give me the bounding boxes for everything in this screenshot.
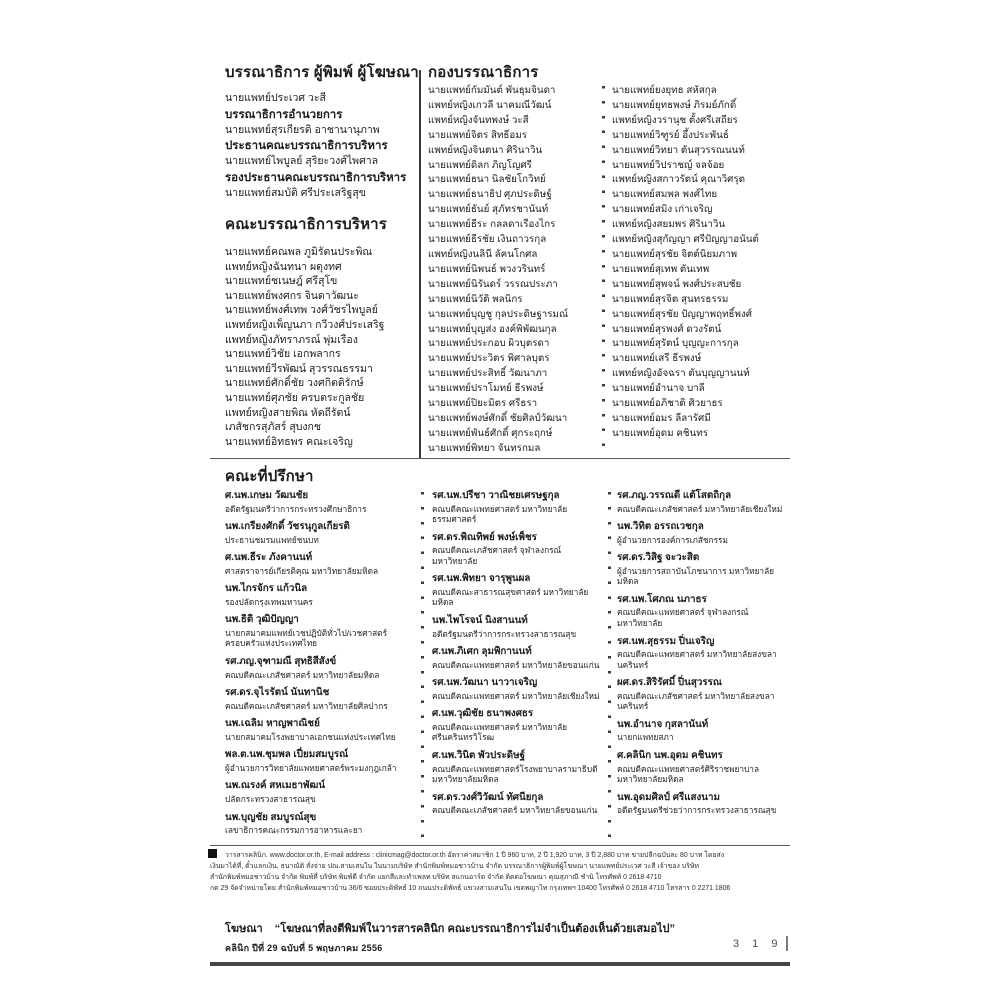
advisor-name: รศ.ภญ.วรรณดี แต้โสตถิกุล	[617, 490, 732, 501]
person-name-line: นายแพทย์สุรชัย จิตต์นิยมภาพ	[612, 248, 738, 260]
person-name-line: แพทย์หญิงสายพิณ หัตถีรัตน์	[225, 406, 351, 419]
person-name-line: นายแพทย์ธีรชัย เงินถาวรกุล	[428, 234, 547, 246]
masthead-person-name: นายแพทย์ประเวศ วะสี	[225, 92, 326, 104]
advisor-affiliation: อดีตรัฐมนตรีว่าการกระทรวงสาธารณสุข	[432, 628, 577, 639]
advisor-name: รศ.ดร.พิณทิพย์ พงษ์เพ็ชร	[432, 531, 537, 543]
advisor-entry	[432, 792, 600, 816]
advisor-entry	[432, 532, 600, 567]
person-name-line: นายแพทย์จิตร สิทธีอมร	[428, 129, 528, 141]
advisor-affiliation: คณบดีคณะแพทยศาสตร์ มหาวิทยาลัยขอนแก่น	[432, 659, 600, 670]
footer-thick-rule	[210, 962, 790, 966]
person-name-line: นายแพทย์วิฑูรย์ อึ้งประพันธ์	[612, 129, 729, 141]
advisor-name: นพ.ไกรจักร แก้วนิล	[225, 583, 308, 595]
advisor-entry	[432, 490, 600, 525]
advisor-entry	[432, 615, 600, 639]
advisor-entry	[617, 594, 789, 629]
advisor-entry	[225, 749, 413, 773]
advisor-affiliation: ศาสตราจารย์เกียรติคุณ มหาวิทยาลัยมหิดล	[225, 565, 379, 576]
advisor-name: นพ.ณรงค์ สหเมธาพัฒน์	[225, 780, 326, 792]
advisor-affiliation: คณบดีคณะเภสัชศาสตร์ มหาวิทยาลัยมหิดล	[225, 669, 380, 680]
person-name-line: นายแพทย์พิทยา จันทรกมล	[428, 442, 541, 454]
advisor-affiliation: คณบดีคณะสาธารณสุขศาสตร์ มหาวิทยาลัยมหิดล	[432, 586, 589, 608]
advisor-entry	[225, 521, 413, 545]
person-name-line: นายแพทย์อมร ลีลารัศมี	[612, 412, 711, 424]
advisor-affiliation: ประธานชมรมแพทย์ชนบท	[225, 534, 319, 545]
person-name-line: แพทย์หญิงจินตนา ศิรินาวิน	[428, 144, 543, 156]
person-name-line: แพทย์หญิงเพ็ญนภา กวีวงศ์ประเสริฐ	[225, 318, 385, 331]
person-name-line: นายแพทย์สมิง เก่าเจริญ	[612, 204, 713, 216]
masthead-entries	[225, 91, 420, 201]
person-name-line: แพทย์หญิงภัทราภรณ์ พุ่มเรือง	[225, 333, 358, 346]
person-name-line: นายแพทย์บุญส่ง องค์พิพัฒนกุล	[428, 323, 557, 335]
advisor-name: รศ.นพ.ปรีชา วาณิชยเศรษฐกุล	[432, 490, 560, 501]
advisor-name: รศ.นพ.โศภณ นภาธร	[617, 593, 707, 605]
exec-board-title: คณะบรรณาธิการบริหาร	[225, 216, 388, 233]
advisor-entry	[225, 656, 413, 680]
advisor-affiliation: คณบดีคณะเภสัชศาสตร์ มหาวิทยาลัยเชียงใหม่	[617, 503, 783, 514]
advisor-name: พล.ต.นพ.ชุมพล เปี่ยมสมบูรณ์	[225, 749, 349, 761]
person-name-line: นายแพทย์สุเทพ ตันเทพ	[612, 263, 710, 275]
person-name-line: แพทย์หญิงสยมพร ศิรินาวิน	[612, 219, 726, 231]
advisors-column-1	[225, 490, 413, 843]
advisor-affiliation: คณบดีคณะเภสัชศาสตร์ มหาวิทยาลัยสงขลานครินทร์	[617, 690, 775, 712]
person-name-line: นายแพทย์วิปราชญ์ จลจ้อย	[612, 159, 725, 171]
advisor-name: ผศ.ดร.สิริรัศมิ์ ปิ่นสุวรรณ	[617, 677, 722, 689]
person-name-line: นายแพทย์ธันย์ สุภัทรชานันท์	[428, 204, 549, 216]
advisor-name: นพ.อำนาจ กุสลานันท์	[617, 718, 709, 730]
advisor-affiliation: นายกสมาคมแพทย์เวชปฏิบัติทั่วไป/เวชศาสตร์ครอบครัวแห่งประเทศไทย	[225, 627, 388, 649]
advisor-name: นพ.ไพโรจน์ นิงสานนท์	[432, 615, 528, 627]
person-name-line: นายแพทย์อภิชาติ ศิวยาธร	[612, 398, 723, 410]
advisor-affiliation: อดีตรัฐมนตรีช่วยว่าการกระทรวงสาธารณสุข	[617, 805, 777, 816]
advisor-entry	[432, 750, 600, 785]
advisor-entry	[225, 614, 413, 649]
person-name-line: สำนักพิมพ์หมอชาวบ้าน จำกัด พิมพ์ที่ บริษัท พิมพ์ดี จำกัด แยกสีและทำเพลท บริษัท สแกนอาร์ต จำกัด ติดต่อโฆษณา คุณสุภาณี ชำนิ โทรศัพท์ 0 2618 4710	[210, 874, 662, 881]
advisor-entry	[432, 708, 600, 743]
person-name-line: นายแพทย์อิทธพร คณะเจริญ	[225, 435, 353, 448]
advisor-name: นพ.เกรียงศักดิ์ วัชรนุกูลเกียรติ	[225, 521, 350, 533]
person-name-line: นายแพทย์ศักดิ์ชัย วงศกิตติรักษ์	[225, 377, 364, 390]
person-name-line: นายแพทย์บุญชู กุลประดิษฐารมณ์	[428, 308, 569, 320]
masthead-role-label: บรรณาธิการอำนวยการ	[225, 108, 343, 121]
advisor-affiliation: คณบดีคณะแพทยศาสตร์ มหาวิทยาลัยศรีนครินทรวิโรฒ	[432, 721, 568, 743]
person-name-line: แพทย์หญิงสกาวรัตน์ คุณาวิศรุต	[612, 174, 746, 186]
person-name-line: นายแพทย์วิทยา ตันสุวรรณนนท์	[612, 144, 745, 156]
advisor-affiliation: คณบดีคณะแพทยศาสตร์ มหาวิทยาลัยธรรมศาสตร์	[432, 503, 568, 525]
advisors-title: คณะที่ปรึกษา	[225, 468, 314, 485]
person-name-line: วารสารคลินิก. www.doctor.or.th, E-mail address : clinicmag@doctor.or.th อัตราค่าสมาชิก 1 ปี 960 บาท, 2 ปี 1,920 บาท, 3 ปี 2,880 บาท ขายปลีกฉบับละ 80 บาท โดยส่ง	[225, 852, 725, 859]
person-name-line: นายแพทย์สุรจิต สุนทรธรรม	[612, 293, 729, 305]
person-name-line: นายแพทย์พงษ์ศักดิ์ ชัยศิลป์วัฒนา	[428, 412, 568, 424]
person-name-line: นายแพทย์คณพล ภูมิรัตนประพิณ	[225, 246, 373, 258]
person-name-line: นายแพทย์ปิยะมิตร ศรีธรา	[428, 398, 538, 410]
advisor-entry	[617, 636, 789, 671]
dotted-divider	[608, 492, 611, 842]
page-number-digits: 3 1 9	[733, 937, 783, 950]
masthead-title: บรรณาธิการ ผู้พิมพ์ ผู้โฆษณา	[225, 64, 419, 81]
advisor-entry	[617, 750, 789, 785]
person-name-line: นายแพทย์ประวิตร พิศาลบุตร	[428, 353, 550, 365]
person-name-line: นายแพทย์อำนาจ บาลี	[612, 383, 705, 395]
person-name-line: นายแพทย์สุพจน์ พงศ์ประสบชัย	[612, 278, 742, 290]
horizontal-rule-top	[210, 458, 790, 459]
person-name-line: แพทย์หญิงนลินี ลัคนโกศล	[428, 248, 538, 260]
person-name-line: นายแพทย์ชเนษฎ์ ศรีสุโข	[225, 275, 338, 288]
advisor-name: ศ.นพ.เกษม วัฒนชัย	[225, 490, 309, 501]
advisor-affiliation: อดีตรัฐมนตรีว่าการกระทรวงศึกษาธิการ	[225, 503, 367, 514]
advisor-affiliation: คณบดีคณะเภสัชศาสตร์ จุฬาลงกรณ์มหาวิทยาลัย	[432, 545, 562, 566]
advisor-affiliation: คณบดีคณะแพทยศาสตร์ศิริราชพยาบาล มหาวิทยาลัยมหิดล	[617, 763, 760, 785]
advisor-affiliation: ปลัดกระทรวงสาธารณสุข	[225, 793, 316, 804]
person-name-line: นายแพทย์พันธ์ศักดิ์ ศุกระฤกษ์	[428, 427, 553, 439]
person-name-line: แพทย์หญิงเกวลี นาคมณีวัฒน์	[428, 99, 552, 111]
person-name-line: แพทย์หญิงสุกัญญา ศรีปัญญาอนันต์	[612, 234, 759, 246]
person-name-line: นายแพทย์นิรันดร์ วรรณประภา	[428, 278, 558, 290]
page-number-bar	[786, 936, 787, 951]
advisor-entry	[225, 583, 413, 607]
advisor-entry	[225, 812, 413, 836]
advisor-affiliation: คณบดีคณะแพทยศาสตร์ มหาวิทยาลัยสงขลานครินทร์	[617, 649, 777, 670]
page-number	[733, 936, 788, 951]
advisor-entry	[432, 573, 600, 608]
person-name-line: เภสัชกรสุภัสร์ สุบงกช	[225, 421, 322, 434]
person-name-line: นายแพทย์ธนา นิลชัยโกวิทย์	[428, 174, 546, 186]
person-name-line: เงินมาได้ที่, ตั๋วแลกเงิน, ธนาณัติ สั่งจ่าย ปณ.สามเสนใน ในนามบริษัท สำนักพิมพ์หมอชาวบ้าน จำกัด บรรณาธิการผู้พิมพ์ผู้โฆษณา นายแพทย์ประเวศ วะสี เจ้าของ บริษัท	[210, 863, 699, 870]
person-name-line: นายแพทย์ประสิทธิ์ วัฒนาภา	[428, 368, 548, 380]
advisor-name: รศ.ดร.วงศ์วิวัฒน์ ทัศนียกุล	[432, 791, 544, 803]
advisor-affiliation: คณบดีคณะเภสัชศาสตร์ มหาวิทยาลัยศิลปากร	[225, 700, 388, 711]
advisor-entry	[432, 677, 600, 701]
advisors-column-3	[617, 490, 789, 823]
advisor-entry	[617, 677, 789, 712]
advisor-name: นพ.บุญชัย สมบูรณ์สุข	[225, 811, 317, 823]
person-name-line: แพทย์หญิงวรานุช ตั้งศรีเสถียร	[612, 114, 738, 126]
editorial-board-column-2	[612, 84, 790, 442]
advisor-entry	[225, 780, 413, 804]
advisor-entry	[225, 490, 413, 514]
advisor-name: ศ.นพ.ธีระ ภังคานนท์	[225, 552, 313, 564]
person-name-line: นายแพทย์สุรพงศ์ ดวงรัตน์	[612, 323, 722, 335]
exec-board-section	[225, 212, 425, 449]
person-name-line: นายแพทย์พงศ์เทพ วงศ์วัชรไพบูลย์	[225, 304, 378, 317]
horizontal-rule-fineprint	[210, 845, 790, 846]
editorial-board-column-1	[428, 84, 600, 457]
editorial-board-title: กองบรรณาธิการ	[428, 64, 539, 81]
advisors-column-2	[432, 490, 600, 823]
person-name-line: นายแพทย์วีรพัฒน์ สุวรรณธรรมา	[225, 362, 373, 375]
advisor-entry	[617, 719, 789, 743]
advisor-entry	[225, 552, 413, 576]
ad-notice-text: “โฆษณาที่ลงตีพิมพ์ในวารสารคลินิก คณะบรรณาธิการไม่จำเป็นต้องเห็นด้วยเสมอไป”	[274, 923, 676, 935]
person-name-line: นายแพทย์สุรชัย ปัญญาพฤทธิ์พงศ์	[612, 308, 752, 320]
advisor-name: นพ.เฉลิม หาญพาณิชย์	[225, 718, 320, 730]
advisor-name: ศ.นพ.วินิต พัวประดิษฐ์	[432, 750, 526, 762]
advisor-name: รศ.นพ.พิทยา จารุพูนผล	[432, 573, 531, 585]
person-name-line: นายแพทย์ศุภชัย ครบตระกูลชัย	[225, 391, 365, 404]
advisor-name: ศ.นพ.วุฒิชัย ธนาพงศธร	[432, 708, 534, 720]
person-name-line: นายแพทย์กัมมันต์ พันธุมจินดา	[428, 85, 556, 96]
advisor-name: ศ.คลินิก นพ.อุดม คชินทร	[617, 750, 723, 762]
vertical-divider	[419, 70, 421, 458]
advisor-affiliation: คณบดีคณะแพทยศาสตร์ มหาวิทยาลัยเชียงใหม่	[432, 690, 600, 701]
person-name-line: แพทย์หญิงอัจฉรา ตันบุญญานนท์	[612, 368, 750, 380]
person-name-line: นายแพทย์พงศกร จินดาวัฒนะ	[225, 289, 359, 302]
person-name-line: นายแพทย์ธีระ กลลดาเรืองไกร	[428, 219, 556, 231]
person-name-line: แพทย์หญิงจันทพงษ์ วะสี	[428, 114, 529, 126]
person-name-line: กด 29 จัดจำหน่ายโดย สำนักพิมพ์หมอชาวบ้าน 36/6 ซอยประดิพัทธ์ 10 ถนนประดิพัทธ์ แขวงสามเสนใน เขตพญาไท กรุงเทพฯ 10400 โทรศัพท์ 0 2618 4710 โทรสาร 0 2271 1806	[210, 885, 731, 892]
footer-issue-label: คลินิก ปีที่ 29 ฉบับที่ 5 พฤษภาคม 2556	[225, 943, 383, 953]
masthead-role-label: ประธานคณะบรรณาธิการบริหาร	[225, 140, 388, 153]
advisor-affiliation: คณบดีคณะเภสัชศาสตร์ มหาวิทยาลัยขอนแก่น	[432, 805, 598, 816]
person-name-line: นายแพทย์สุรัตน์ บุญญะการกุล	[612, 338, 739, 350]
dotted-divider	[602, 86, 605, 458]
person-name-line: นายแพทย์ปราโมทย์ ธีรพงษ์	[428, 383, 544, 395]
advisor-name: รศ.ภญ.จุฑามณี สุทธิสีสังข์	[225, 656, 337, 668]
person-name-line: นายแพทย์ดิลก ภิญโญศรี	[428, 159, 532, 171]
person-name-line: นายแพทย์ยงยุทธ สหัสกุล	[612, 85, 717, 96]
masthead-person-name: นายแพทย์สุรเกียรติ อาชานานุภาพ	[225, 123, 380, 136]
dotted-divider	[421, 492, 424, 842]
masthead-role-label: รองประธานคณะบรรณาธิการบริหาร	[225, 171, 407, 184]
advisor-affiliation: รองปลัดกรุงเทพมหานคร	[225, 596, 313, 607]
advisor-entry	[225, 687, 413, 711]
masthead-person-name: นายแพทย์สมบัติ ศรีประเสริฐสุข	[225, 186, 366, 199]
advisor-entry	[432, 646, 600, 670]
person-name-line: นายแพทย์อุดม คชินทร	[612, 427, 708, 439]
exec-board-members	[225, 245, 425, 449]
person-name-line: นายแพทย์เสรี ธีรพงษ์	[612, 353, 702, 365]
advisor-entry	[225, 718, 413, 742]
advisor-entry	[617, 552, 789, 587]
advisor-affiliation: ผู้อำนวยการวิทยาลัยแพทยศาสตร์พระมงกุฎเกล้า	[225, 762, 397, 773]
advisor-entry	[617, 792, 789, 816]
advisor-affiliation: ผู้อำนวยการองค์การเภสัชกรรม	[617, 534, 728, 545]
advisor-name: รศ.ดร.วิสิฐ จะวะสิต	[617, 552, 700, 564]
person-name-line: นายแพทย์ยุทธพงษ์ ภิรมย์ภักดิ์	[612, 99, 737, 111]
person-name-line: นายแพทย์วิชัย เอกพลากร	[225, 348, 341, 361]
person-name-line: แพทย์หญิงฉันทนา ผดุงทศ	[225, 260, 342, 273]
masthead-person-name: นายแพทย์ไพบูลย์ สุริยะวงศ์ไพศาล	[225, 155, 379, 168]
advisor-affiliation: คณบดีคณะแพทยศาสตร์โรงพยาบาลรามาธิบดี มหาวิทยาลัยมหิดล	[432, 763, 598, 785]
advisor-affiliation: เลขาธิการคณะกรรมการอาหารและยา	[225, 825, 363, 836]
ad-notice-label: โฆษณา	[225, 923, 263, 935]
advisor-affiliation: นายกสมาคมโรงพยาบาลเอกชนแห่งประเทศไทย	[225, 731, 396, 742]
ad-notice	[225, 919, 785, 937]
person-name-line: นายแพทย์นิพนธ์ พวงวรินทร์	[428, 263, 546, 275]
advisor-name: นพ.อุดมศิลป์ ศรีแสงนาม	[617, 791, 720, 803]
advisor-affiliation: นายกแพทยสภา	[617, 732, 674, 743]
advisor-affiliation: คณบดีคณะแพทยศาสตร์ จุฬาลงกรณ์มหาวิทยาลัย	[617, 607, 749, 628]
advisor-entry	[617, 490, 789, 514]
advisor-name: นพ.ธิติ วุฒิปัญญา	[225, 614, 299, 626]
advisor-name: รศ.นพ.สุธรรม ปิ่นเจริญ	[617, 635, 715, 647]
person-name-line: นายแพทย์สมพล พงศ์ไทย	[612, 189, 718, 201]
person-name-line: นายแพทย์ประกอบ ผิวบุตรดา	[428, 338, 550, 350]
advisor-name: ศ.นพ.ภิเศก ลุมพิกานนท์	[432, 646, 532, 658]
person-name-line: นายแพทย์ธนาธิป ศุภประดิษฐ์	[428, 189, 552, 201]
fine-print	[210, 850, 790, 894]
advisor-name: รศ.ดร.จุไรรัตน์ นันทานิช	[225, 687, 330, 699]
advisor-name: นพ.วิทิต อรรถเวชกุล	[617, 521, 704, 533]
advisor-entry	[617, 521, 789, 545]
advisor-name: รศ.นพ.วัฒนา นาวาเจริญ	[432, 677, 538, 689]
advisor-affiliation: ผู้อำนวยการสถาบันโภชนาการ มหาวิทยาลัยมหิดล	[617, 565, 775, 587]
person-name-line: นายแพทย์นิวัติ พลนิกร	[428, 293, 523, 305]
masthead-section	[225, 60, 420, 201]
